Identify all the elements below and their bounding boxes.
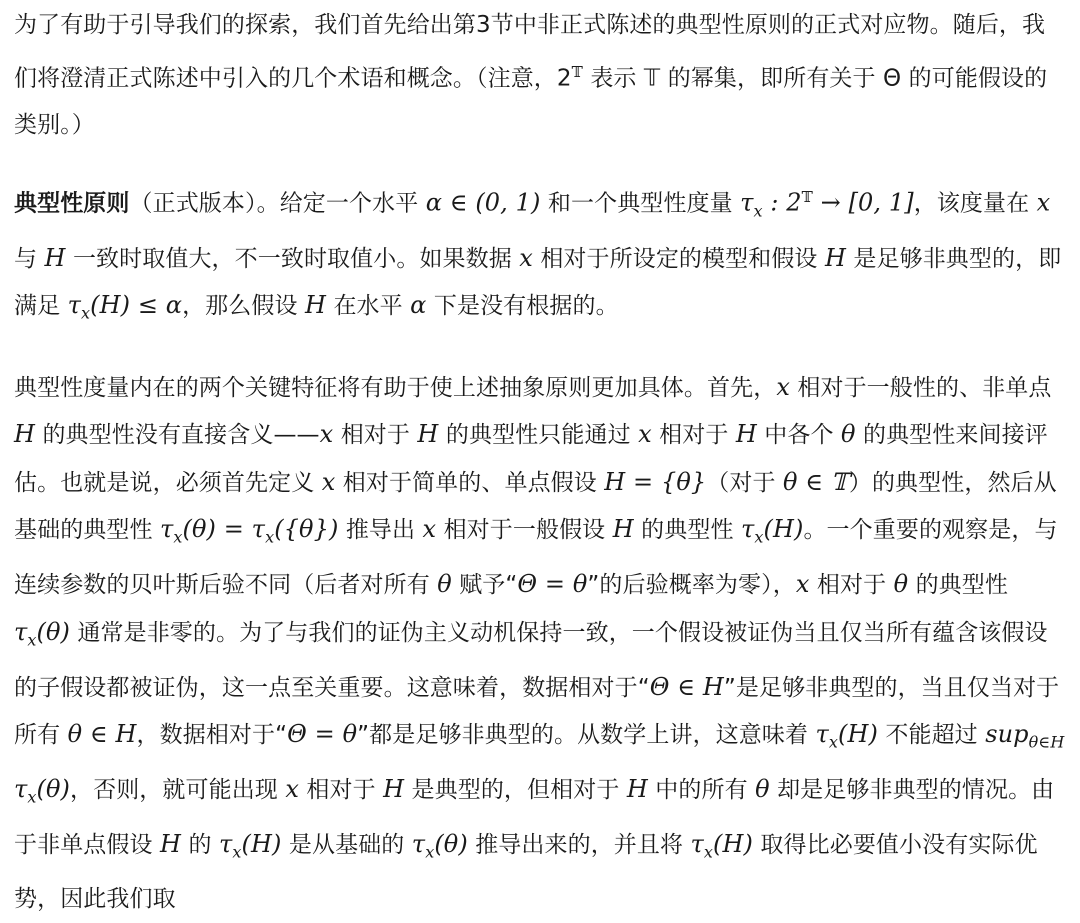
math-expression: Θ ∈ H (649, 672, 724, 701)
math-expression: x (422, 515, 437, 543)
text-run: ，那么假设 (182, 293, 305, 320)
text-run: 典型性度量内在的两个关键特征将有助于使上述抽象原则更加具体。首先， (14, 374, 777, 401)
text-run: ，否则，就可能出现 (70, 777, 286, 804)
math-expression: α (410, 291, 427, 320)
math-expression: α ∈ (0, 1) (425, 188, 541, 217)
math-expression: τ (67, 291, 82, 320)
text-run: 相对于 (298, 777, 384, 804)
math-expression: x (319, 420, 334, 448)
text-run: 推导出来的，并且将 (467, 832, 691, 859)
math-expression: x (285, 775, 299, 804)
text-run: ，数据相对于“ (136, 722, 288, 749)
text-run: 相对于一般性的、非单点 (789, 374, 1052, 401)
math-expression: θ ∈ 𝕋 (783, 467, 849, 496)
text-run: 相对于 (651, 422, 736, 448)
text-run: ”都是足够非典型的。从数学上讲，这意味着 (357, 722, 816, 749)
text-run: ，该度量在 (913, 190, 1037, 217)
math-expression: (θ) (36, 617, 70, 646)
text-run: （正式版本）。给定一个水平 (129, 190, 426, 217)
math-subscript: x (753, 201, 763, 221)
text-run: 下是没有根据的。 (426, 293, 619, 320)
text-run: 与 (14, 245, 45, 272)
math-expression: θ (841, 420, 856, 448)
text-run: 和一个典型性度量 (540, 190, 741, 217)
math-expression: H (14, 420, 36, 448)
math-expression: Θ = θ (517, 570, 588, 599)
math-expression: x (795, 570, 810, 599)
text-run: 为了有助于引导我们的探索，我们首先给出第3节中非正式陈述的典型性原则的正式对应物。随后，我们将澄清正式陈述中引入的几个术语和概念。（注意，2 (14, 12, 1046, 92)
text-run: 取得比必要值小没有实际优势，因此我们取 (14, 832, 1038, 913)
text-run: 在水平 (326, 293, 411, 320)
math-expression: → [0, 1] (812, 188, 914, 217)
math-expression: H = {θ} (604, 467, 707, 496)
text-run: 是典型的，但相对于 (404, 777, 627, 804)
math-expression: : 2 (762, 188, 802, 217)
math-expression: (θ) (434, 830, 468, 859)
math-subscript: x (27, 630, 37, 650)
math-expression: (H) (713, 830, 754, 859)
math-expression: Θ = θ (287, 720, 358, 749)
text-run: 一致时取值大，不一致时取值小。如果数据 (65, 245, 520, 272)
text-run: ”的后验概率为零）， (587, 572, 796, 599)
math-expression: (H) (241, 830, 282, 859)
math-expression: H (824, 243, 846, 272)
math-expression: H (383, 775, 405, 804)
text-run: 的典型性只能通过 (438, 422, 639, 448)
math-subscript: x (828, 732, 838, 752)
math-expression: H (44, 243, 66, 272)
text-run: 相对于 (809, 572, 894, 599)
text-run: 推导出 (338, 517, 423, 543)
math-subscript: x (173, 527, 183, 547)
text-run: 表示 𝕋 的幂集，即所有关于 Θ 的可能假设的类别。） (14, 65, 1048, 138)
text-run: 的典型性没有直接含义—— (35, 422, 320, 448)
paragraph-intro (14, 2, 1068, 148)
math-expression: (θ) = τ (182, 515, 266, 543)
math-subscript: x (754, 527, 764, 547)
text-run: （对于 (706, 469, 784, 496)
text-run: 相对于简单的、单点假设 (335, 469, 605, 496)
math-expression: H (417, 420, 439, 448)
math-expression: τ (14, 775, 28, 804)
math-expression: τ (740, 188, 754, 217)
term-heading: 典型性原则 (14, 190, 130, 217)
math-expression: θ (755, 775, 770, 804)
math-superscript: 𝕋 (571, 62, 583, 81)
text-run: 的典型性 (633, 517, 741, 543)
math-expression: H (735, 420, 757, 448)
text-run: 相对于一般假设 (436, 517, 613, 543)
text-run: 通常是非零的。为了与我们的证伪主义动机保持一致，一个假设被证伪当且仅当所有蕴含该假设的子假设都被证伪，这一点至关重要。这意味着，数据相对于“ (14, 619, 1048, 701)
math-expression: H (612, 515, 634, 543)
text-run: 是从基础的 (281, 832, 412, 859)
math-expression: θ ∈ H (67, 720, 137, 749)
text-run: ”是足够非典型的，当且仅当对于所有 (14, 674, 1060, 749)
math-superscript: 𝕋 (801, 188, 813, 207)
text-run: 相对于 (333, 422, 418, 448)
text-run: 的典型性来间接评估。也就是说，必须首先定义 (14, 422, 1048, 496)
math-expression: (H) (763, 515, 804, 543)
paragraph-typicality-features (14, 364, 1068, 923)
math-subscript: θ∈H (1028, 732, 1065, 752)
math-expression: τ (411, 830, 426, 859)
text-run: ）的典型性，然后从基础的典型性 (14, 469, 1057, 543)
math-subscript: x (265, 527, 275, 547)
math-expression: (H) ≤ α (90, 291, 183, 320)
math-expression: τ (740, 515, 755, 543)
math-expression: τ (160, 515, 174, 543)
text-run: 的典型性 (908, 572, 1008, 599)
math-expression: θ (437, 570, 452, 599)
text-run: 赋予“ (451, 572, 518, 599)
math-expression: τ (218, 830, 233, 859)
math-expression: τ (690, 830, 704, 859)
math-expression: x (519, 243, 533, 272)
math-expression: H (626, 775, 648, 804)
math-expression: x (321, 467, 336, 496)
paragraph-typicality-principle (14, 174, 1068, 337)
math-expression: x (638, 420, 652, 448)
math-expression: H (160, 830, 182, 859)
math-subscript: x (425, 842, 435, 862)
math-expression: x (1036, 188, 1051, 217)
math-subscript: x (703, 842, 714, 862)
math-expression: ({θ}) (274, 515, 339, 543)
text-run: 。一个重要的观察是，与连续参数的贝叶斯后验不同（后者对所有 (14, 517, 1058, 599)
math-expression: H (305, 291, 327, 320)
text-run: 中各个 (756, 422, 841, 448)
text-run: 相对于所设定的模型和假设 (532, 245, 825, 272)
math-subscript: x (27, 787, 37, 807)
math-expression: (θ) (36, 775, 70, 804)
text-run: 不能超过 (877, 722, 986, 749)
text-run: 中的所有 (647, 777, 756, 804)
math-expression: x (776, 372, 790, 401)
math-expression: τ (14, 617, 28, 646)
document-body (14, 2, 1068, 923)
math-expression: sup (985, 720, 1029, 749)
text-run: 是足够非典型的，即满足 (14, 245, 1062, 320)
math-expression: τ (815, 720, 829, 749)
math-expression: θ (893, 570, 909, 599)
math-expression: (H) (838, 720, 878, 749)
math-subscript: x (232, 842, 242, 862)
text-run: 却是足够非典型的情况。由于非单点假设 (14, 777, 1055, 859)
text-run: 的 (181, 832, 219, 859)
math-subscript: x (81, 304, 91, 323)
